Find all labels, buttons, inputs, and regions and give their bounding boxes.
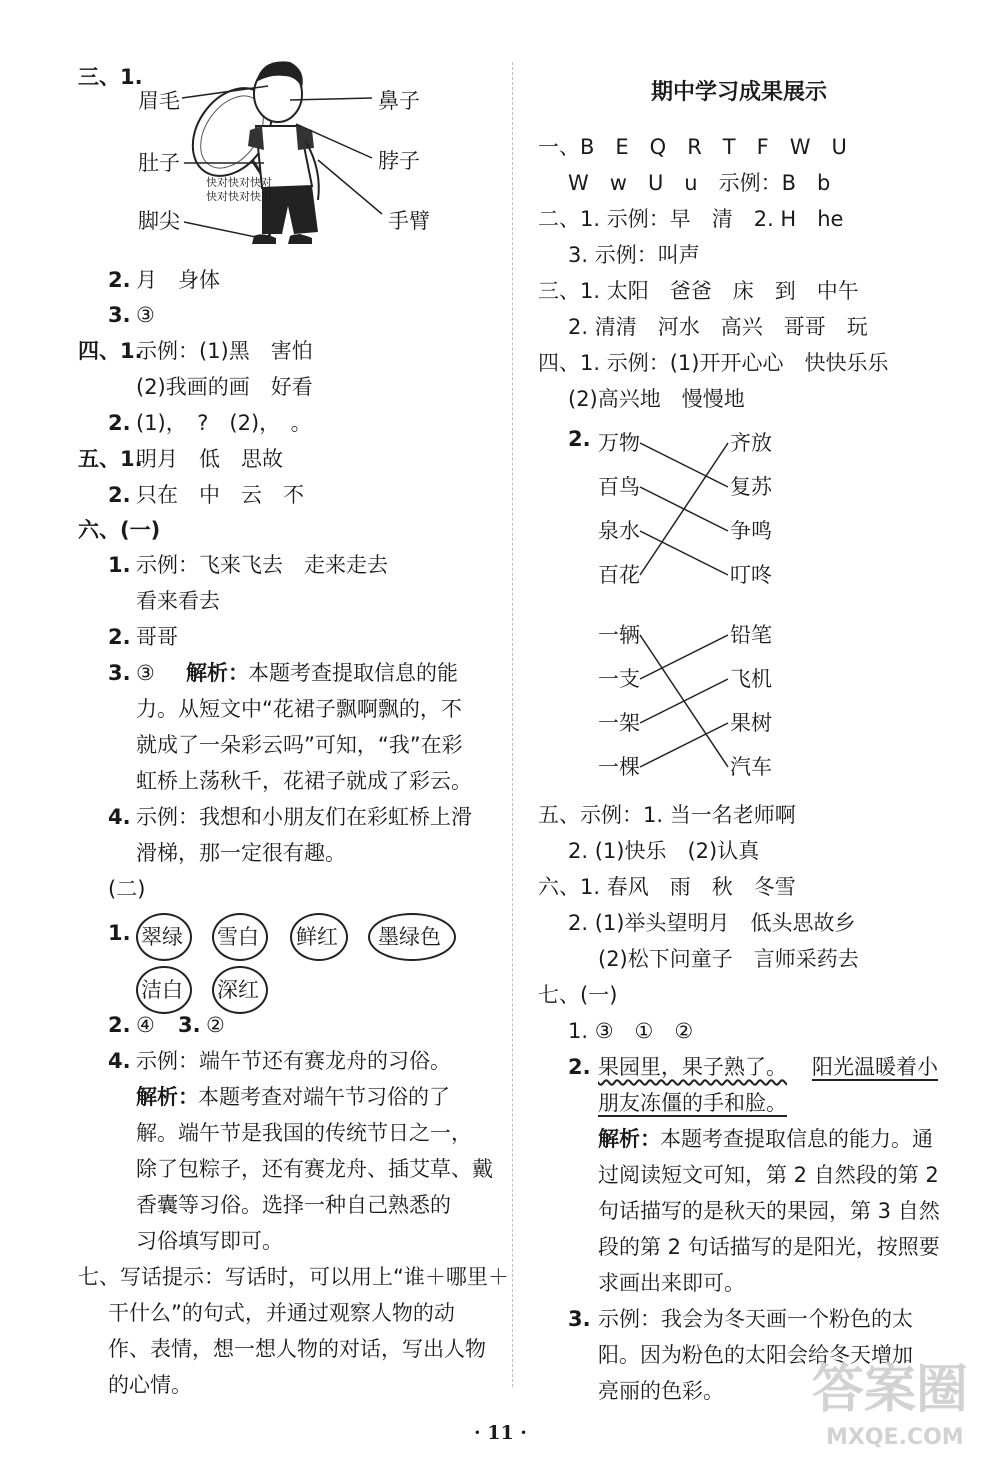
r3-line-1: 三、1. 太阳 爸爸 床 到 中午: [538, 279, 859, 303]
r7-q3-num: 3.: [568, 1307, 591, 1331]
r2-line-1: 二、1. 示例：早 清 2. H he: [538, 207, 844, 231]
s6-p2-num: 2.: [108, 625, 131, 649]
match1-right-3: 争鸣: [730, 519, 772, 543]
s6-c4-line-5: 习俗填写即可。: [136, 1229, 283, 1253]
s7-line-4: 的心情。: [108, 1373, 192, 1397]
s6-p4-num: 4.: [108, 805, 131, 829]
r5-line-1: 五、示例：1. 当一名老师啊: [538, 803, 796, 827]
s6-c1-num: 1.: [108, 921, 131, 945]
s4-q1a: 示例：(1)黑 害怕: [136, 339, 313, 363]
s3-q2: 月 身体: [136, 268, 220, 292]
match1-right-4: 叮咚: [730, 563, 772, 587]
s6-p1-num: 1.: [108, 553, 131, 577]
r7-q2-underlined-a: 阳光温暖着小: [812, 1055, 938, 1079]
s3-q3: ③: [136, 303, 155, 327]
s6-c4-line-1: 本题考查对端午节习俗的了: [198, 1085, 450, 1109]
s6-c3-answer: ②: [206, 1013, 225, 1037]
match1-right-2: 复苏: [730, 475, 772, 499]
s3-q3-num: 3.: [108, 303, 131, 327]
r7-q2-underlined-b: 朋友冻僵的手和脸。: [598, 1091, 787, 1115]
s6-p1b: 看来看去: [136, 589, 220, 613]
s6-c2-answer: ④: [136, 1013, 155, 1037]
s6-p3-line-4: 虹桥上荡秋千，花裙子就成了彩云。: [136, 769, 472, 793]
match-line: [640, 443, 728, 487]
s6-c4-label: 解析：: [136, 1085, 199, 1109]
racket-text-2: 快对快对快对: [206, 190, 272, 203]
s7-line-3: 作、表情，想一想人物的对话，写出人物: [108, 1337, 486, 1361]
label-neck: 脖子: [378, 149, 420, 173]
s6-p2: 哥哥: [136, 625, 178, 649]
r7-q2-line-3: 句话描写的是秋天的果园，第 3 自然: [598, 1199, 940, 1223]
circle-word-1: 翠绿: [141, 925, 183, 949]
circle-word-2: 雪白: [217, 925, 259, 949]
s6-p1a: 示例：飞来飞去 走来走去: [136, 553, 388, 577]
s6-p3-label: 解析：: [186, 661, 249, 685]
r2-line-2: 3. 示例：叫声: [568, 243, 700, 267]
r4-line-1: 四、1. 示例：(1)开开心心 快快乐乐: [538, 351, 889, 375]
section-5-heading: 五、1.: [78, 447, 143, 471]
r7-q2-line-2: 过阅读短文可知，第 2 自然段的第 2: [598, 1163, 939, 1187]
s5-q2: 只在 中 云 不: [136, 483, 304, 507]
match-line: [640, 723, 728, 767]
r7-q2-line-1: 本题考查提取信息的能力。通: [660, 1127, 933, 1151]
s6-c4-line-3: 除了包粽子，还有赛龙舟、插艾草、戴: [136, 1157, 493, 1181]
r7-q3-line-1: 示例：我会为冬天画一个粉色的太: [598, 1307, 913, 1331]
match1-left-1: 万物: [598, 431, 640, 455]
r5-line-2: 2. (1)快乐 (2)认真: [568, 839, 760, 863]
s3-q2-num: 2.: [108, 268, 131, 292]
watermark-site: MXQE.COM: [826, 1425, 964, 1450]
watermark-logo: 答案圈: [812, 1360, 969, 1420]
racket-text-1: 快对快对快对: [206, 176, 272, 189]
section-3-heading: 三、1.: [78, 65, 143, 89]
match2-left-3: 一架: [598, 711, 640, 735]
s6-p4-line-1: 示例：我想和小朋友们在彩虹桥上滑: [136, 805, 472, 829]
match2-left-1: 一辆: [598, 623, 640, 647]
match1-left-3: 泉水: [598, 519, 640, 543]
r7-q3-line-3: 亮丽的色彩。: [598, 1379, 724, 1403]
r7-q2-label: 解析：: [598, 1127, 661, 1151]
label-belly: 肚子: [138, 151, 180, 175]
match2-right-3: 果树: [730, 711, 772, 735]
label-toe: 脚尖: [138, 209, 180, 233]
r1-line-2: W w U u 示例：B b: [568, 171, 831, 195]
r7-q2-line-5: 求画出来即可。: [598, 1271, 745, 1295]
s6-c4-line-4: 香囊等习俗。选择一种自己熟悉的: [136, 1193, 451, 1217]
s6-p4-line-2: 滑梯，那一定很有趣。: [136, 841, 346, 865]
s6-p3-line-1: 本题考查提取信息的能: [248, 661, 458, 685]
r4-matching-num: 2.: [568, 427, 591, 451]
r7-q2-num: 2.: [568, 1055, 591, 1079]
circle-word-6: 深红: [217, 978, 259, 1002]
r7-q2-wavy-underlined: 果园里，果子熟了。: [598, 1055, 787, 1079]
circle-word-4: 墨绿色: [378, 925, 441, 949]
s7-line-2: 干什么”的句式，并通过观察人物的动: [108, 1301, 455, 1325]
s6-c4-line-2: 解。端午节是我国的传统节日之一，: [136, 1121, 472, 1145]
s4-q2-num: 2.: [108, 411, 131, 435]
s4-q1b: (2)我画的画 好看: [136, 375, 313, 399]
page-number: · 11 ·: [474, 1422, 527, 1444]
label-eyebrow: 眉毛: [138, 89, 180, 113]
s6-p3-num: 3.: [108, 661, 131, 685]
match1-left-4: 百花: [598, 563, 640, 587]
match-line: [640, 635, 728, 679]
r4-line-2: (2)高兴地 慢慢地: [568, 387, 745, 411]
s6-part2: (二): [108, 877, 146, 901]
s4-q2: (1)， ? (2)， 。: [136, 411, 312, 435]
s6-p3-line-3: 就成了一朵彩云吗”可知，“我”在彩: [136, 733, 463, 757]
section-6-heading: 六、(一): [78, 518, 161, 542]
s6-c2-num: 2.: [108, 1013, 131, 1037]
match1-right-1: 齐放: [730, 431, 772, 455]
s6-c3-num: 3.: [178, 1013, 201, 1037]
label-arm: 手臂: [388, 209, 430, 233]
match2-right-4: 汽车: [730, 755, 772, 779]
s6-p3-line-2: 力。从短文中“花裙子飘啊飘的，不: [136, 697, 462, 721]
r6-line-2: 2. (1)举头望明月 低头思故乡: [568, 911, 856, 935]
section-4-heading: 四、1.: [78, 339, 143, 363]
r7-q3-line-2: 阳。因为粉色的太阳会给冬天增加: [598, 1343, 913, 1367]
circle-word-3: 鲜红: [296, 925, 338, 949]
label-nose: 鼻子: [378, 89, 420, 113]
r7-q1: 1. ③ ① ②: [568, 1019, 694, 1043]
s6-c4-num: 4.: [108, 1049, 131, 1073]
r7-q2-line-4: 段的第 2 句话描写的是阳光，按照要: [598, 1235, 940, 1259]
r6-line-1: 六、1. 春风 雨 秋 冬雪: [538, 875, 796, 899]
right-title: 期中学习成果展示: [651, 80, 828, 105]
match-line: [640, 443, 728, 575]
s6-p3-answer: ③: [136, 661, 155, 685]
match2-right-1: 铅笔: [730, 623, 772, 647]
match2-left-2: 一支: [598, 667, 640, 691]
r6-line-3: (2)松下问童子 言师采药去: [598, 947, 859, 971]
r7-heading: 七、(一): [538, 983, 618, 1007]
s5-q1: 明月 低 思故: [136, 447, 283, 471]
s7-line-1: 七、写话提示：写话时，可以用上“谁＋哪里＋: [78, 1265, 509, 1289]
circle-word-5: 洁白: [141, 978, 183, 1002]
r1-line-1: 一、B E Q R T F W U: [538, 135, 847, 159]
s6-c4: 示例：端午节还有赛龙舟的习俗。: [136, 1049, 451, 1073]
match1-left-2: 百鸟: [598, 475, 640, 499]
s5-q2-num: 2.: [108, 483, 131, 507]
match2-right-2: 飞机: [730, 667, 772, 691]
match-line: [640, 531, 728, 575]
match2-left-4: 一棵: [598, 755, 640, 779]
r3-line-2: 2. 清清 河水 高兴 哥哥 玩: [568, 315, 868, 339]
match-line: [640, 679, 728, 723]
